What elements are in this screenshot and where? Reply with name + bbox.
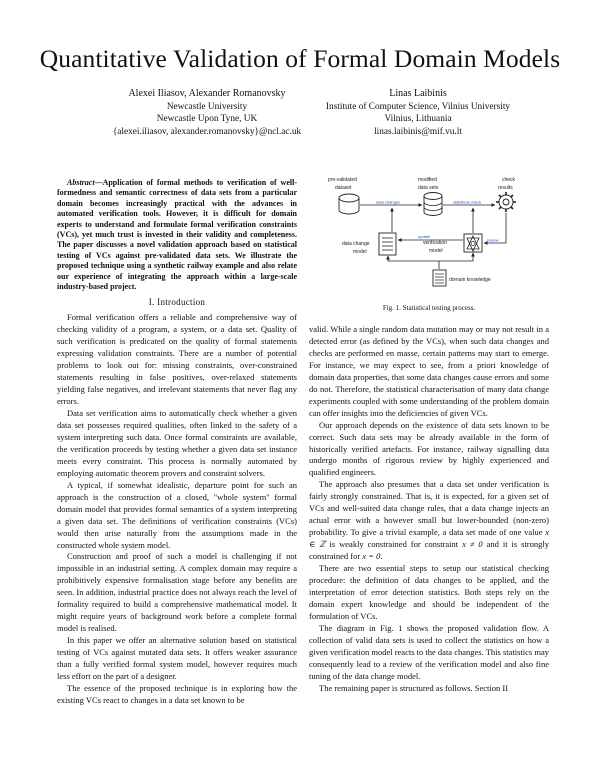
verification-model-icon [464,234,482,252]
text-run: The approach also presumes that a data set under verification is fairly strongly constrained. That is, it is expected, for a given set of VCs and well-suited data change rules, that a data change injects an actual error with a however small but lower-bounded (non-zero) probability. To give a trivial example, a data set made of one value [309,479,549,538]
author-block-vilnius [298,88,538,138]
paper-title: Quantitative Validation of Formal Domain Models [39,44,561,73]
body-paragraph [309,479,549,563]
math-expression: x ∈ ℤ [309,527,549,550]
abstract-label: Abstract [67,178,95,187]
intro-paragraph: Data set verification aims to automatically check whether a given data set possesses required qualities, often linked to the safety of a system interpreting such data. Once formal constraints are available, the verification proceeds by testing whether a given data set instance meets every constraint. This process is normally automated by employing automatic theorem provers and constraint solvers. [57,408,297,478]
label-results: results [498,185,513,191]
body-paragraph: The remaining paper is structured as follows. Section II [319,682,509,693]
edge-label-review: review [487,237,499,243]
intro-paragraph: The essence of the proposed technique is in exploring how the existing VCs react to changes in a data set known to be [57,682,297,705]
author-affiliation: Institute of Computer Science, Vilnius University [325,101,511,112]
document-icon [379,233,396,255]
label-model: model [353,249,367,255]
body-paragraph: There are two essential steps to setup our statistical checking procedure: the definition of data changes to be applied, and the interpretation of error detection statistics. Both steps rely on the domain expert knowledge and should be independent of the formulation of VCs. [309,563,549,621]
edge-label-update: update [418,234,431,239]
math-expression: x = 0 [362,551,381,562]
label-pre-validated: pre-validated [328,177,357,183]
right-column [309,324,549,695]
author-email: linas.laibinis@mif.vu.lt [374,126,462,137]
math-expression: x ≠ 0 [462,539,483,550]
text-run: is weakly constrained for constraint [325,539,463,550]
database-icon [339,194,359,214]
body-paragraph: valid. While a single random data mutation may or may not result in a detected error (as defined by the VCs), when such data changes and checks are performed en masse, certain patterns may start to emerge. For instance, we may expect to see, from a priori knowledge of domain data properties, that some data changes cause errors and some do not. Therefore, the statistical characterisation of many data change experiments coupled with some understanding of the problem domain can offer insights into the deficiencies of given VCs. [309,324,549,418]
author-city: Vilnius, Lithuania [384,114,452,125]
label-verification: verification [423,240,447,246]
body-paragraph: The diagram in Fig. 1 shows the proposed validation flow. A collection of valid data sets is used to collect the statistics on how a given verification model reacts to the data changes. This statistics may consequently lead to a review of the verification model and also fine tuning of the data change model. [309,622,549,681]
abstract [57,178,297,292]
arrow-domain-to-verification [439,253,473,261]
stacked-database-icon [424,193,442,216]
intro-paragraph: In this paper we offer an alternative solution based on statistical testing of VCs against mutated data sets. It offers weaker assurance than a fully verified formal system model, however requires much less effort on the part of a designer. [57,635,297,682]
text-run: . [380,551,383,562]
abstract-text: —Application of formal methods to verification of well-formedness and semantic correctness of data sets from a particular domain becomes increasingly practical with the advances in automated verification tools. However, it is difficult for domain experts to understand and formulate formal verification constraints (VCs), yet much trust is invested in their validity and completeness. The paper discusses a novel validation approach based on statistical testing of VCs against pre-validated data sets. We illustrate the proposed technique using a synthetic railway example and also relate our experience of integrating the approach within a large-scale industry-based project. [57,178,297,292]
label-model: model [429,248,443,254]
figure-caption: Fig. 1. Statistical testing process. [382,304,476,312]
body-paragraph: Our approach depends on the existence of data sets known to be correct. Such data sets may be already available in the form of historically verified artefacts. For instance, railway signalling data undergo months of rigorous review by highly experienced and qualified engineers. [309,419,549,478]
author-affiliation: Newcastle University [166,101,248,112]
section-heading-introduction: I. Introduction [148,297,206,308]
label-check: check [502,177,516,183]
label-dataset: dataset [335,185,352,191]
intro-paragraph: Formal verification offers a reliable and comprehensive way of checking validity of a program, a system, or a data set. Quality of such verification is predicated on the quality of formal statements expressing validation constraints. There are a number of potential problems to look out for: missing constraints, over-constrained statements resulting in false positives, over-relaxed statements yielding false negatives, and irrelevant statements that never flag any errors. [57,312,297,407]
label-domain-knowledge: domain knowledge [449,277,491,283]
edge-label-data-changes: data changes [376,199,401,205]
text-run: and it is strongly constrained for [309,539,550,562]
edge-label-statistical-check: statistical check [453,199,482,205]
left-column [57,178,297,707]
intro-paragraph: Construction and proof of such a model is challenging if not impossible in an industrial setting. A complex domain may require a prohibitively expensive formalisation stage before any benefits are seen. In addition, industrial practice does not always reach the level of formality required to build a comprehensive mathematical model. It might require years of background work before a complete formal model is realised. [57,551,297,634]
gear-icon [496,192,516,212]
label-data-sets: data sets [418,185,439,191]
domain-knowledge-icon [433,270,446,286]
statistical-testing-diagram [318,176,518,304]
author-email: {alexei.iliasov, alexander.romanovsky}@ncl.ac.uk [112,126,302,137]
author-names: Alexei Iliasov, Alexander Romanovsky [128,88,286,99]
label-modified: modified [418,177,437,183]
label-data-change: data change [342,241,370,247]
intro-paragraph: A typical, if somewhat idealistic, departure point for such an approach is the construction of a closed, "whole system" formal domain model that provides formal semantics of a system interpreting a given data set. The definitions of verification constraints (VCs) would then arise naturally from the assumptions made in the constructed whole system model. [57,479,297,550]
arrow-domain-to-data-change [388,256,439,269]
author-city: Newcastle Upon Tyne, UK [156,114,258,125]
author-names: Linas Laibinis [389,88,447,99]
